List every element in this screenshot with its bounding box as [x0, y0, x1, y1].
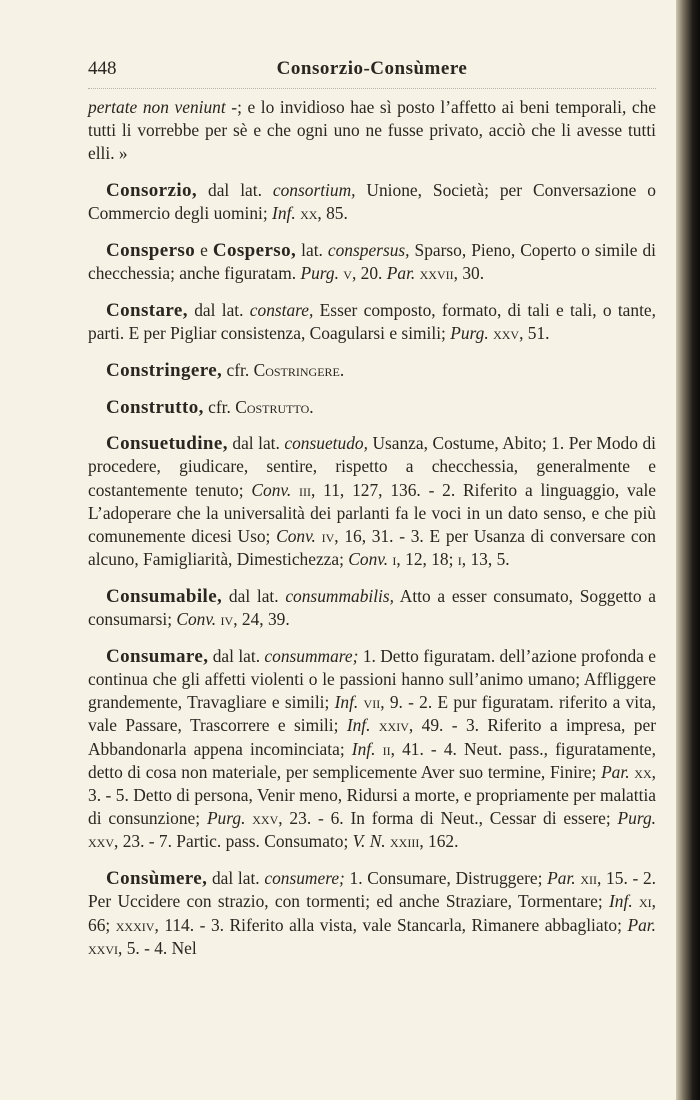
entry-consumare: Consumare, dal lat. consummare; 1. Detto figuratam. dell’azione profonda e continua che gli affetti violenti o le passioni hanno sull’animo umano; Affliggere grandemente, Travagliare e simili; Inf. vii, 9. - 2. E pur figuratam. riferito a vita, vale Passare, Trascorrere e simili; Inf. xxiv, 49. - 3. Riferito a impresa, per Abbandonarla appena incominciata; Inf. ii, 41. - 4. Neut. pass., figuratamente, detto di cosa non materiale, per semplicemente Aver suo termine, Finire; Par. xx, 3. - 5. Detto di persona, Venir meno, Ridursi a morte, e propriamente per malattia di consunzione; Purg. xxv, 23. - 6. In forma di Neut., Cessar di essere; Purg. xxv, 23. - 7. Partic. pass. Consumato; V. N. xxiii, 162. [88, 645, 656, 852]
headword: Constringere, [106, 359, 223, 381]
latin-etymon: conspersus, [327, 240, 410, 261]
page-body [88, 96, 656, 974]
headword: Constare, [106, 299, 188, 321]
entry-consperso: Consperso e Cosperso, lat. conspersus, Sparso, Pieno, Coperto o simile di checchessia; anche figuratam. Purg. v, 20. Par. xxvii, 30. [88, 240, 656, 284]
entry-consorzio: Consorzio, dal lat. consortium, Unione, Società; per Conversazione o Commercio degli uomini; Inf. xx, 85. [88, 180, 656, 224]
entry-construtto: Construtto, cfr. Costrutto. [106, 396, 314, 418]
headword: Consorzio, [106, 180, 198, 202]
latin-etymon: consuetudo, [284, 433, 368, 454]
cross-reference: Costrutto [235, 396, 310, 417]
headword: Construtto, [106, 396, 204, 418]
entry-constare: Constare, dal lat. constare, Esser composto, formato, di tali e tali, o tante, parti. E per Pigliar consistenza, Coagularsi e simili; Purg. xxv, 51. [88, 299, 656, 344]
latin-etymon: consumere; [264, 868, 345, 889]
entry-consuetudine: Consuetudine, dal lat. consuetudo, Usanza, Costume, Abito; 1. Per Modo di procedere, giudicare, sentire, rispetto a checchessia, generalmente e costantemente tenuto; Conv. iii, 11, 127, 136. - 2. Riferito a linguaggio, vale L’adoperare che la universalità dei parlanti fa le voci in un dato senso, e che più comunemente dicesi Uso; Conv. iv, 16, 31. - 3. E per Usanza di conversare con alcuno, Famigliarità, Dimestichezza; Conv. i, 12, 18; i, 13, 5. [88, 433, 656, 570]
page-header [88, 58, 656, 86]
headword: Consuetudine, [106, 433, 228, 455]
headword: Consperso [106, 240, 196, 262]
latin-etymon: consummare; [264, 645, 359, 666]
latin-etymon: constare, [249, 299, 314, 320]
headword: Cosperso, [212, 240, 297, 262]
entry-continuation: pertate non veniunt -; e lo invidioso hae sì posto l’affetto ai beni temporali, che tutti li vorrebbe per sè e che ogni uno ne fusse privato, acciò che li avesse tutti elli. » [88, 97, 657, 164]
entry-consumabile: Consumabile, dal lat. consummabilis, Atto a esser consumato, Soggetto a consumarsi; Conv. iv, 24, 39. [88, 585, 656, 630]
header-rule [88, 88, 656, 89]
cross-reference: Costringere [253, 359, 340, 380]
headword: Consumare, [106, 645, 209, 667]
running-head: Consorzio-Consùmere [276, 58, 468, 79]
headword: Consùmere, [106, 868, 208, 890]
entry-consumere: Consùmere, dal lat. consumere; 1. Consumare, Distruggere; Par. xii, 15. - 2. Per Uccidere con strazio, con tormenti; ed anche Straziare, Tormentare; Inf. xi, 66; xxxiv, 114. - 3. Riferito alla vista, vale Stancarla, Rimanere abbagliato; Par. xxvi, 5. - 4. Nel [88, 868, 657, 958]
latin-etymon: consortium, [272, 180, 356, 201]
latin-etymon: consummabilis, [285, 585, 395, 606]
page-number: 448 [88, 58, 117, 79]
entry-constringere: Constringere, cfr. Costringere. [106, 359, 345, 381]
headword: Consumabile, [106, 585, 223, 607]
book-spine-edge [676, 0, 700, 1100]
